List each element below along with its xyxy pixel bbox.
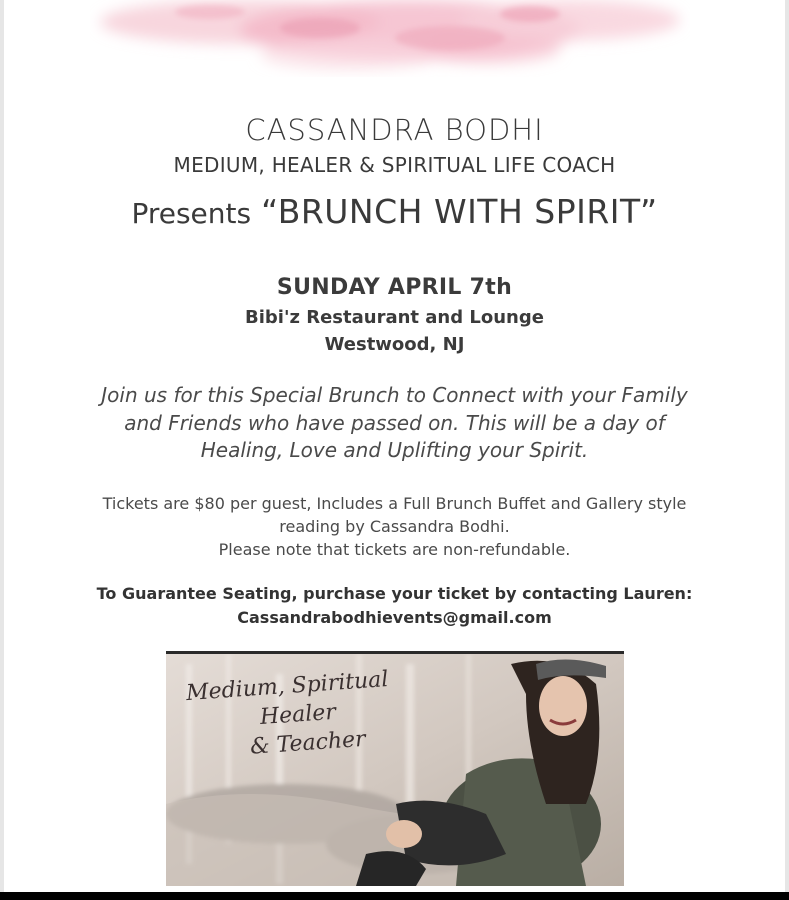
contact-cta: To Guarantee Seating, purchase your ticket by contacting Lauren: xyxy=(96,584,693,603)
event-name: “BRUNCH WITH SPIRIT” xyxy=(261,192,658,231)
bottom-bar xyxy=(0,892,789,900)
ticket-line: reading by Cassandra Bodhi. xyxy=(279,517,510,536)
promo-photo xyxy=(166,651,624,886)
event-description xyxy=(0,382,789,465)
description-line: and Friends who have passed on. This will be a day of xyxy=(124,410,665,435)
presents-label: Presents xyxy=(131,197,252,230)
event-city: Westwood, NJ xyxy=(324,334,465,355)
photo-script-text xyxy=(185,665,393,766)
contact-email[interactable]: Cassandrabodhievents@gmail.com xyxy=(237,608,552,627)
script-line: Medium, Spiritual xyxy=(185,667,390,707)
ticket-line: Tickets are $80 per guest, Includes a Full Brunch Buffet and Gallery style xyxy=(102,494,687,513)
script-line: Healer xyxy=(259,699,337,731)
description-line: Healing, Love and Uplifting your Spirit. xyxy=(200,438,589,462)
script-line: & Teacher xyxy=(249,726,367,760)
ticket-info xyxy=(0,492,789,561)
event-venue: Bibi'z Restaurant and Lounge xyxy=(245,307,544,328)
host-title: MEDIUM, HEALER & SPIRITUAL LIFE COACH xyxy=(173,153,616,177)
presents-line xyxy=(0,192,789,231)
host-name: CASSANDRA BODHI xyxy=(245,113,544,147)
description-line: Join us for this Special Brunch to Connect with your Family xyxy=(101,383,688,407)
watercolor-banner xyxy=(90,0,690,85)
event-date: SUNDAY APRIL 7th xyxy=(276,275,513,300)
ticket-line: Please note that tickets are non-refundable. xyxy=(218,540,571,559)
